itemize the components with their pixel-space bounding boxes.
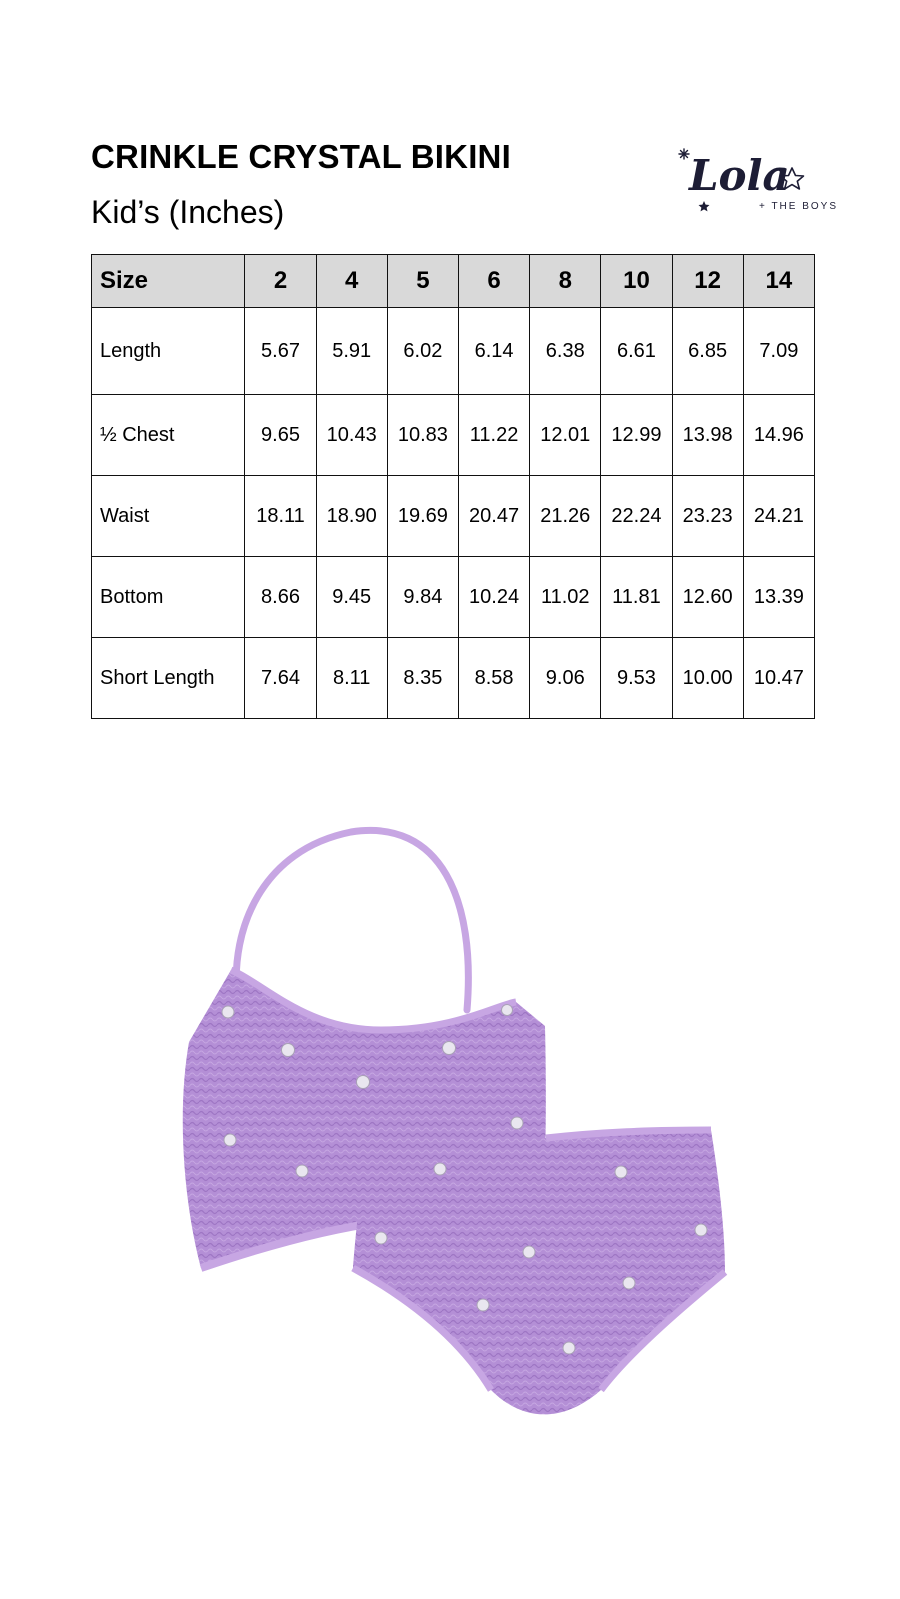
table-cell: 7.09 [743,308,814,395]
page-title: CRINKLE CRYSTAL BIKINI [91,138,511,175]
table-cell: 9.53 [601,638,672,719]
table-row [92,476,815,557]
table-cell: 13.98 [672,395,743,476]
product-image [91,780,815,1560]
table-row [92,557,815,638]
header-cell: 2 [245,255,316,308]
table-cell: 5.91 [316,308,387,395]
table-row [92,638,815,719]
table-cell: 12.99 [601,395,672,476]
table-cell: 6.61 [601,308,672,395]
table-cell: 8.35 [387,638,458,719]
size-chart-table [91,254,815,719]
row-label: ½ Chest [92,395,245,476]
table-cell: 24.21 [743,476,814,557]
header-cell-size: Size [92,255,245,308]
star-filled-icon [699,201,710,211]
table-cell: 10.83 [387,395,458,476]
table-cell: 8.58 [458,638,529,719]
row-label: Length [92,308,245,395]
bottom-body [353,1130,725,1414]
table-cell: 13.39 [743,557,814,638]
page-subtitle: Kid’s (Inches) [91,194,285,230]
table-cell: 19.69 [387,476,458,557]
header-cell: 8 [530,255,601,308]
bikini-illustration [91,780,815,1560]
header-cell: 5 [387,255,458,308]
table-cell: 18.11 [245,476,316,557]
table-header-row [92,255,815,308]
logo-wordmark: Lola [689,151,790,200]
header-cell: 10 [601,255,672,308]
bikini-bottom [353,1130,725,1414]
table-cell: 7.64 [245,638,316,719]
table-cell: 9.84 [387,557,458,638]
header [91,138,839,238]
table-cell: 23.23 [672,476,743,557]
row-label: Bottom [92,557,245,638]
sparkle-icon [679,149,689,159]
table-cell: 9.65 [245,395,316,476]
table-cell: 9.06 [530,638,601,719]
table-cell: 11.22 [458,395,529,476]
table-cell: 9.45 [316,557,387,638]
table-cell: 8.11 [316,638,387,719]
logo-tagline: + THE BOYS [759,201,839,212]
header-cell: 4 [316,255,387,308]
row-label: Short Length [92,638,245,719]
table-cell: 6.38 [530,308,601,395]
table-cell: 12.01 [530,395,601,476]
halter-strap [236,830,468,1010]
table-cell: 22.24 [601,476,672,557]
table-cell: 6.85 [672,308,743,395]
table-cell: 10.24 [458,557,529,638]
table-cell: 6.02 [387,308,458,395]
table-row [92,395,815,476]
table-cell: 18.90 [316,476,387,557]
table-cell: 10.47 [743,638,814,719]
header-cell: 14 [743,255,814,308]
table-cell: 21.26 [530,476,601,557]
brand-logo [675,138,839,222]
header-cell: 6 [458,255,529,308]
table-cell: 12.60 [672,557,743,638]
table-cell: 8.66 [245,557,316,638]
table-cell: 5.67 [245,308,316,395]
table-row [92,308,815,395]
table-cell: 20.47 [458,476,529,557]
table-cell: 10.00 [672,638,743,719]
table-cell: 11.02 [530,557,601,638]
table-cell: 11.81 [601,557,672,638]
header-cell: 12 [672,255,743,308]
table-cell: 6.14 [458,308,529,395]
row-label: Waist [92,476,245,557]
table-cell: 10.43 [316,395,387,476]
table-cell: 14.96 [743,395,814,476]
